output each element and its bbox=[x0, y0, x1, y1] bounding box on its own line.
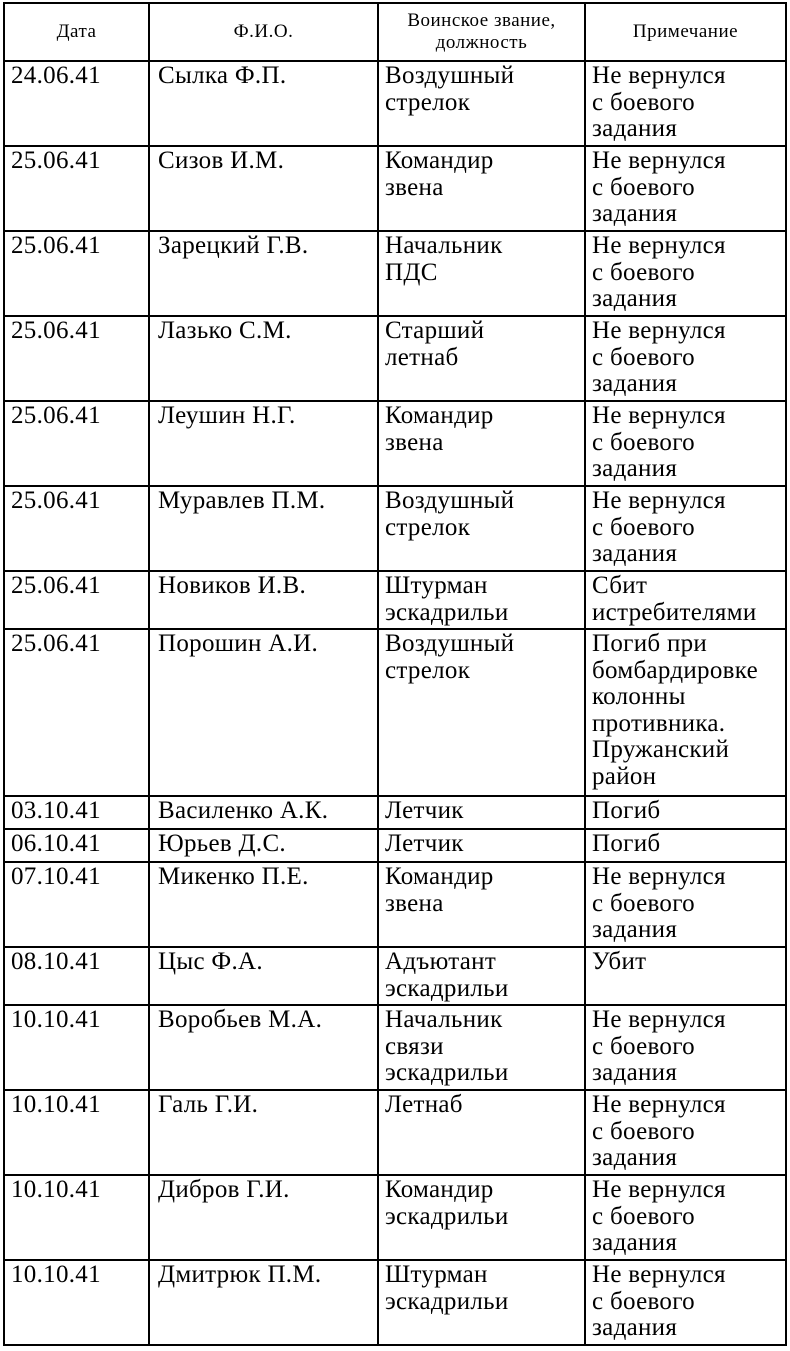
table-row bbox=[4, 829, 786, 862]
cell-note: Не вернулся с боевого задания bbox=[585, 1175, 786, 1260]
cell-date: 25.06.41 bbox=[4, 146, 149, 231]
table-row bbox=[4, 796, 786, 829]
cell-date: 10.10.41 bbox=[4, 1175, 149, 1260]
cell-name: Сылка Ф.П. bbox=[149, 61, 378, 146]
cell-note: Не вернулся с боевого задания bbox=[585, 316, 786, 401]
cell-name: Новиков И.В. bbox=[149, 571, 378, 629]
losses-table bbox=[3, 2, 787, 1346]
table-row bbox=[4, 486, 786, 571]
table-row bbox=[4, 1005, 786, 1090]
cell-note: Не вернулся с боевого задания bbox=[585, 1090, 786, 1175]
table-row bbox=[4, 401, 786, 486]
cell-date: 25.06.41 bbox=[4, 629, 149, 796]
table-row bbox=[4, 1175, 786, 1260]
cell-note: Не вернулся с боевого задания bbox=[585, 401, 786, 486]
cell-note: Не вернулся с боевого задания bbox=[585, 231, 786, 316]
cell-date: 10.10.41 bbox=[4, 1260, 149, 1345]
cell-note: Не вернулся с боевого задания bbox=[585, 1005, 786, 1090]
table-row bbox=[4, 862, 786, 947]
cell-rank: Воздушный стрелок bbox=[378, 486, 585, 571]
cell-date: 03.10.41 bbox=[4, 796, 149, 829]
cell-rank: Командир звена bbox=[378, 862, 585, 947]
cell-name: Василенко А.К. bbox=[149, 796, 378, 829]
cell-rank: Адъютант эскадрильи bbox=[378, 947, 585, 1005]
table-row bbox=[4, 1090, 786, 1175]
cell-date: 10.10.41 bbox=[4, 1090, 149, 1175]
cell-name: Сизов И.М. bbox=[149, 146, 378, 231]
cell-rank: Штурман эскадрильи bbox=[378, 571, 585, 629]
cell-note: Не вернулся с боевого задания bbox=[585, 61, 786, 146]
cell-rank: Командир звена bbox=[378, 401, 585, 486]
table-row bbox=[4, 61, 786, 146]
cell-rank: Командир звена bbox=[378, 146, 585, 231]
cell-date: 08.10.41 bbox=[4, 947, 149, 1005]
cell-rank: Начальник связи эскадрильи bbox=[378, 1005, 585, 1090]
cell-date: 25.06.41 bbox=[4, 486, 149, 571]
cell-date: 25.06.41 bbox=[4, 571, 149, 629]
cell-name: Порошин А.И. bbox=[149, 629, 378, 796]
table-row bbox=[4, 316, 786, 401]
cell-rank: Старший летнаб bbox=[378, 316, 585, 401]
cell-name: Дмитрюк П.М. bbox=[149, 1260, 378, 1345]
cell-rank: Летчик bbox=[378, 796, 585, 829]
cell-note: Погиб при бомбардировке колонны противника. Пружанский район bbox=[585, 629, 786, 796]
cell-date: 06.10.41 bbox=[4, 829, 149, 862]
cell-name: Лазько С.М. bbox=[149, 316, 378, 401]
header-name: Ф.И.О. bbox=[149, 3, 378, 61]
cell-name: Дибров Г.И. bbox=[149, 1175, 378, 1260]
header-date: Дата bbox=[4, 3, 149, 61]
cell-rank: Командир эскадрильи bbox=[378, 1175, 585, 1260]
cell-note: Погиб bbox=[585, 796, 786, 829]
cell-name: Зарецкий Г.В. bbox=[149, 231, 378, 316]
cell-rank: Воздушный стрелок bbox=[378, 61, 585, 146]
header-rank: Воинское звание, должность bbox=[378, 3, 585, 61]
table-row bbox=[4, 231, 786, 316]
cell-name: Цыс Ф.А. bbox=[149, 947, 378, 1005]
cell-name: Микенко П.Е. bbox=[149, 862, 378, 947]
cell-date: 25.06.41 bbox=[4, 231, 149, 316]
table-row bbox=[4, 629, 786, 796]
cell-rank: Летнаб bbox=[378, 1090, 585, 1175]
cell-note: Погиб bbox=[585, 829, 786, 862]
cell-date: 25.06.41 bbox=[4, 316, 149, 401]
cell-date: 25.06.41 bbox=[4, 401, 149, 486]
cell-name: Галь Г.И. bbox=[149, 1090, 378, 1175]
cell-rank: Начальник ПДС bbox=[378, 231, 585, 316]
cell-rank: Воздушный стрелок bbox=[378, 629, 585, 796]
cell-rank: Летчик bbox=[378, 829, 585, 862]
header-note: Примечание bbox=[585, 3, 786, 61]
cell-name: Воробьев М.А. bbox=[149, 1005, 378, 1090]
cell-note: Не вернулся с боевого задания bbox=[585, 1260, 786, 1345]
cell-note: Не вернулся с боевого задания bbox=[585, 146, 786, 231]
table-row bbox=[4, 947, 786, 1005]
table-row bbox=[4, 1260, 786, 1345]
cell-note: Не вернулся с боевого задания bbox=[585, 486, 786, 571]
cell-note: Не вернулся с боевого задания bbox=[585, 862, 786, 947]
cell-note: Убит bbox=[585, 947, 786, 1005]
cell-name: Юрьев Д.С. bbox=[149, 829, 378, 862]
header-row bbox=[4, 3, 786, 61]
cell-name: Муравлев П.М. bbox=[149, 486, 378, 571]
cell-date: 10.10.41 bbox=[4, 1005, 149, 1090]
cell-name: Леушин Н.Г. bbox=[149, 401, 378, 486]
cell-rank: Штурман эскадрильи bbox=[378, 1260, 585, 1345]
cell-note: Сбит истребителями bbox=[585, 571, 786, 629]
cell-date: 24.06.41 bbox=[4, 61, 149, 146]
table-row bbox=[4, 146, 786, 231]
table-row bbox=[4, 571, 786, 629]
cell-date: 07.10.41 bbox=[4, 862, 149, 947]
